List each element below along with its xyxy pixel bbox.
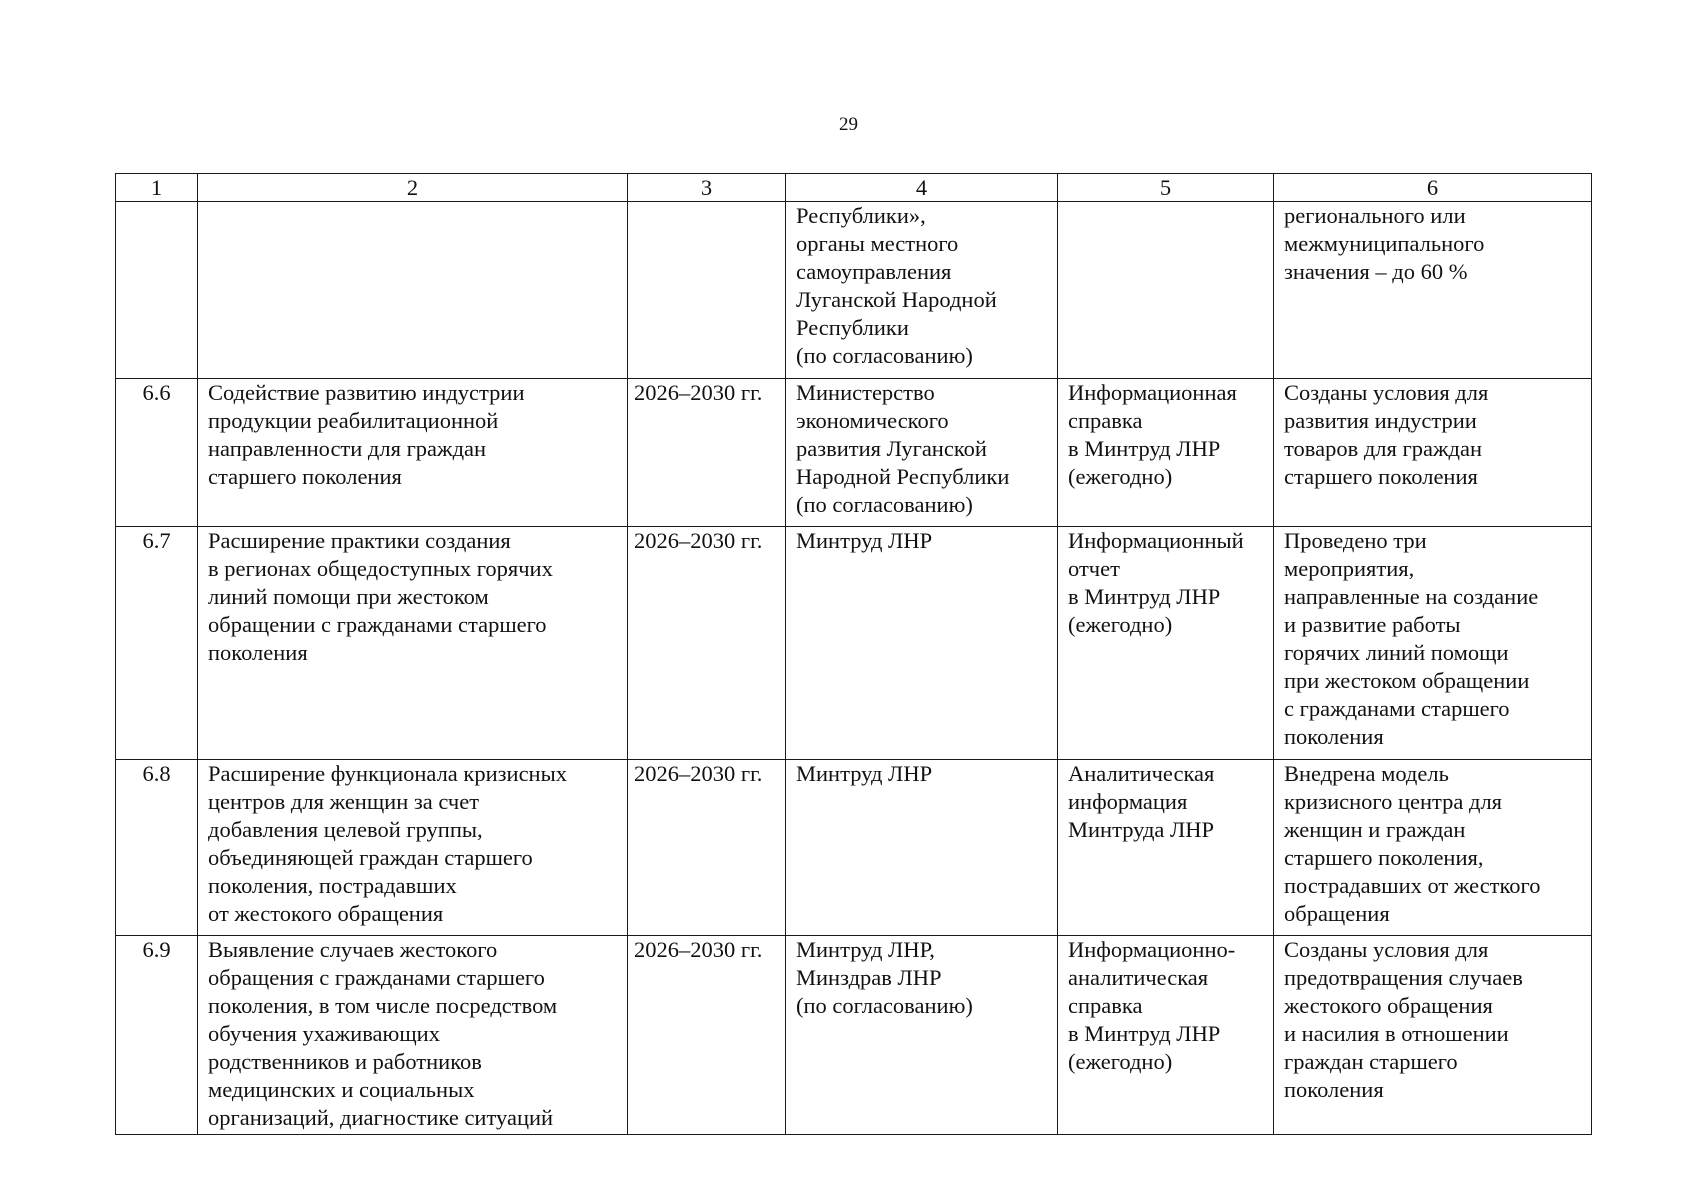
cell-text-line: пострадавших от жесткого [1284, 873, 1541, 898]
cell-activity [198, 760, 628, 936]
cell-text-line: обращении с гражданами старшего [208, 612, 547, 637]
cell-text-line: поколения, в том числе посредством [208, 993, 558, 1018]
cell-text-line: Созданы условия для [1284, 380, 1489, 405]
header-cell-4: 4 [786, 174, 1058, 202]
cell-text-line: Созданы условия для [1284, 937, 1489, 962]
cell-result [1274, 936, 1592, 1135]
cell-text-line: (ежегодно) [1068, 464, 1173, 489]
cell-text-line: линий помощи при жестоком [208, 584, 489, 609]
cell-text-line: Минтруд ЛНР, [796, 937, 935, 962]
cell-text-line: Внедрена модель [1284, 761, 1449, 786]
cell-text-line: Минздрав ЛНР [796, 965, 942, 990]
cell-text-line: в Минтруд ЛНР [1068, 436, 1221, 461]
table-row [116, 936, 1592, 1135]
cell-text-line: старшего поколения, [1284, 845, 1484, 870]
cell-text-line: жестокого обращения [1284, 993, 1493, 1018]
cell-report [1058, 202, 1274, 379]
cell-text-line: продукции реабилитационной [208, 408, 499, 433]
cell-result [1274, 202, 1592, 379]
cell-text-line: центров для женщин за счет [208, 789, 480, 814]
cell-report [1058, 379, 1274, 527]
cell-text-line: направленности для граждан [208, 436, 487, 461]
cell-text-line: развития индустрии [1284, 408, 1477, 433]
cell-activity [198, 936, 628, 1135]
cell-text-line: отчет [1068, 556, 1120, 581]
cell-text-line: Республики», [796, 203, 926, 228]
cell-text-line: (по согласованию) [796, 343, 973, 368]
cell-text-line: и развитие работы [1284, 612, 1461, 637]
cell-activity [198, 527, 628, 760]
cell-text-line: межмуниципального [1284, 231, 1485, 256]
cell-report [1058, 760, 1274, 936]
cell-result [1274, 760, 1592, 936]
cell-text-line: Минтруда ЛНР [1068, 817, 1215, 842]
cell-text-line: Проведено три [1284, 528, 1427, 553]
cell-text-line: товаров для граждан [1284, 436, 1482, 461]
cell-text-line: поколения, пострадавших [208, 873, 457, 898]
cell-number: 6.8 [116, 760, 198, 936]
cell-activity [198, 379, 628, 527]
cell-text-line: Аналитическая [1068, 761, 1215, 786]
page-number: 29 [839, 114, 858, 135]
cell-period: 2026–2030 гг. [628, 760, 786, 936]
header-cell-6: 6 [1274, 174, 1592, 202]
cell-text-line: с гражданами старшего [1284, 696, 1510, 721]
cell-text-line: Содействие развитию индустрии [208, 380, 525, 405]
cell-executor [786, 760, 1058, 936]
cell-text-line: обучения ухаживающих [208, 1021, 440, 1046]
cell-text-line: организаций, диагностике ситуаций [208, 1105, 554, 1130]
cell-text-line: поколения [1284, 1077, 1384, 1102]
cell-text-line: медицинских и социальных [208, 1077, 475, 1102]
cell-text-line: старшего поколения [1284, 464, 1478, 489]
cell-text-line: направленные на создание [1284, 584, 1539, 609]
cell-text-line: женщин и граждан [1284, 817, 1466, 842]
table-row [116, 202, 1592, 379]
cell-text-line: в Минтруд ЛНР [1068, 1021, 1221, 1046]
header-cell-2: 2 [198, 174, 628, 202]
cell-text-line: предотвращения случаев [1284, 965, 1523, 990]
cell-text-line: мероприятия, [1284, 556, 1415, 581]
cell-text-line: обращения с гражданами старшего [208, 965, 545, 990]
header-cell-5: 5 [1058, 174, 1274, 202]
cell-text-line: (ежегодно) [1068, 1049, 1173, 1074]
table-row [116, 760, 1592, 936]
header-cell-3: 3 [628, 174, 786, 202]
cell-number: 6.6 [116, 379, 198, 527]
cell-text-line: значения – до 60 % [1284, 259, 1468, 284]
cell-text-line: обращения [1284, 901, 1390, 926]
cell-result [1274, 379, 1592, 527]
cell-text-line: развития Луганской [796, 436, 987, 461]
table-body [116, 202, 1592, 1135]
cell-period: 2026–2030 гг. [628, 527, 786, 760]
cell-text-line: Расширение функционала кризисных [208, 761, 567, 786]
cell-number: 6.7 [116, 527, 198, 760]
cell-text-line: (ежегодно) [1068, 612, 1173, 637]
cell-text-line: (по согласованию) [796, 492, 973, 517]
cell-text-line: аналитическая [1068, 965, 1209, 990]
cell-text-line: Министерство [796, 380, 935, 405]
cell-text-line: добавления целевой группы, [208, 817, 483, 842]
cell-text-line: экономического [796, 408, 949, 433]
cell-text-line: справка [1068, 408, 1143, 433]
cell-executor [786, 936, 1058, 1135]
cell-text-line: граждан старшего [1284, 1049, 1458, 1074]
cell-text-line: кризисного центра для [1284, 789, 1503, 814]
cell-text-line: Народной Республики [796, 464, 1010, 489]
cell-text-line: регионального или [1284, 203, 1466, 228]
cell-activity [198, 202, 628, 379]
cell-text-line: от жестокого обращения [208, 901, 444, 926]
cell-text-line: Минтруд ЛНР [796, 528, 933, 553]
cell-period: 2026–2030 гг. [628, 379, 786, 527]
cell-text-line: Выявление случаев жестокого [208, 937, 498, 962]
cell-text-line: Республики [796, 315, 909, 340]
cell-executor [786, 379, 1058, 527]
cell-text-line: Минтруд ЛНР [796, 761, 933, 786]
cell-report [1058, 936, 1274, 1135]
cell-executor [786, 527, 1058, 760]
cell-text-line: поколения [1284, 724, 1384, 749]
cell-text-line: информация [1068, 789, 1188, 814]
header-cell-1: 1 [116, 174, 198, 202]
cell-text-line: Информационно- [1068, 937, 1236, 962]
cell-text-line: старшего поколения [208, 464, 402, 489]
table-row [116, 527, 1592, 760]
cell-text-line: Луганской Народной [796, 287, 997, 312]
cell-text-line: при жестоком обращении [1284, 668, 1530, 693]
cell-text-line: поколения [208, 640, 308, 665]
cell-period: 2026–2030 гг. [628, 936, 786, 1135]
cell-number: 6.9 [116, 936, 198, 1135]
cell-text-line: Информационный [1068, 528, 1244, 553]
cell-text-line: (по согласованию) [796, 993, 973, 1018]
cell-text-line: справка [1068, 993, 1143, 1018]
cell-report [1058, 527, 1274, 760]
cell-number [116, 202, 198, 379]
cell-text-line: Информационная [1068, 380, 1237, 405]
cell-text-line: в регионах общедоступных горячих [208, 556, 553, 581]
table-row [116, 379, 1592, 527]
cell-text-line: органы местного [796, 231, 959, 256]
cell-executor [786, 202, 1058, 379]
cell-text-line: объединяющей граждан старшего [208, 845, 533, 870]
cell-text-line: горячих линий помощи [1284, 640, 1509, 665]
cell-text-line: Расширение практики создания [208, 528, 511, 553]
cell-text-line: и насилия в отношении [1284, 1021, 1509, 1046]
cell-period [628, 202, 786, 379]
cell-text-line: самоуправления [796, 259, 952, 284]
measures-table [115, 173, 1592, 1135]
cell-result [1274, 527, 1592, 760]
cell-text-line: родственников и работников [208, 1049, 482, 1074]
cell-text-line: в Минтруд ЛНР [1068, 584, 1221, 609]
table-header-row [116, 174, 1592, 202]
